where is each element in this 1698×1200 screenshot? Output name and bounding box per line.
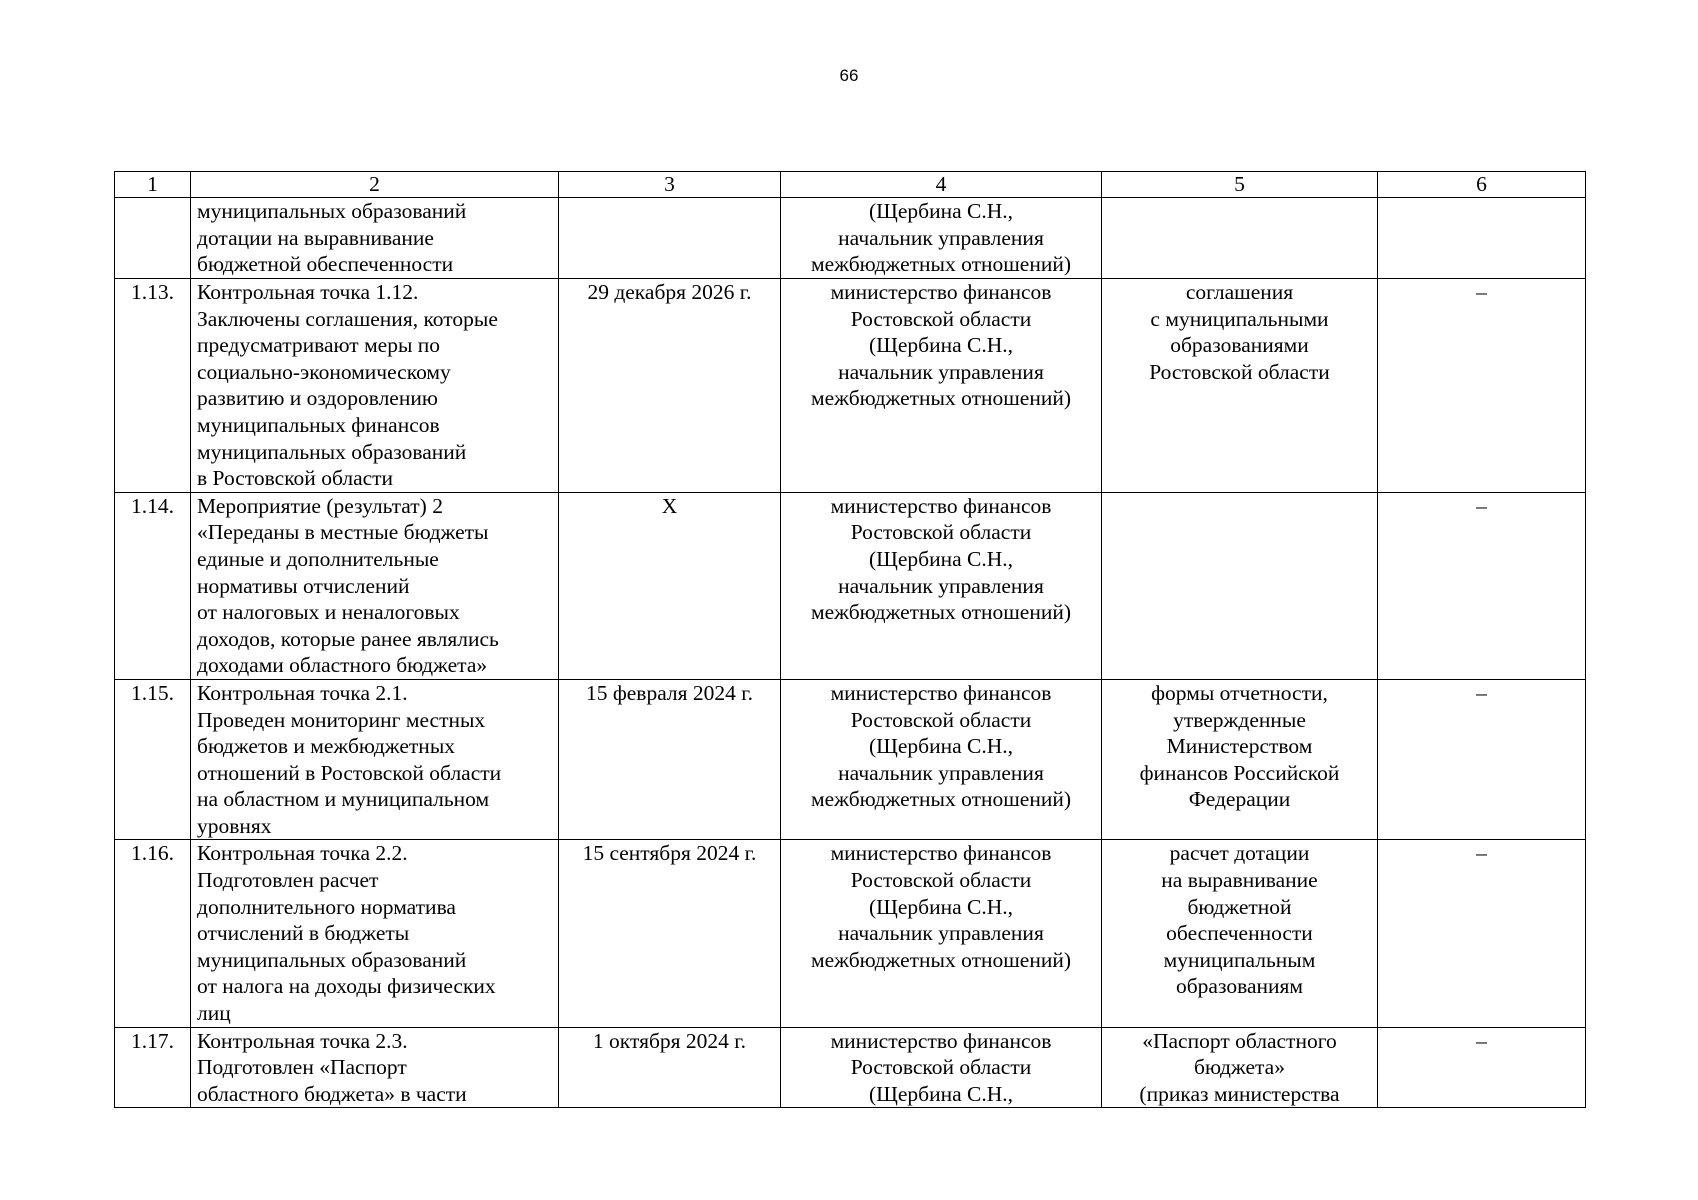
responsible-cell: министерство финансов Ростовской области (Щербина С.Н., — [781, 1027, 1102, 1108]
responsible-cell: (Щербина С.Н., начальник управления межбюджетных отношений) — [781, 198, 1102, 279]
item-name-cell: муниципальных образований дотации на выравнивание бюджетной обеспеченности — [191, 198, 559, 279]
plan-table — [114, 171, 1586, 1108]
responsible-cell: министерство финансов Ростовской области (Щербина С.Н., начальник управления межбюджетных отношений) — [781, 492, 1102, 679]
deadline-cell: 29 декабря 2026 г. — [559, 279, 781, 493]
info-system-cell: – — [1378, 679, 1586, 840]
document-cell: расчет дотации на выравнивание бюджетной обеспеченности муниципальным образованиям — [1102, 840, 1378, 1027]
document-cell — [1102, 198, 1378, 279]
row-number-cell: 1.17. — [115, 1027, 191, 1108]
item-name-cell: Контрольная точка 2.2. Подготовлен расчет дополнительного норматива отчислений в бюджеты муниципальных образований от налога на доходы физических лиц — [191, 840, 559, 1027]
deadline-cell: 15 февраля 2024 г. — [559, 679, 781, 840]
item-name-cell: Контрольная точка 2.1. Проведен мониторинг местных бюджетов и межбюджетных отношений в Ростовской области на областном и муниципальном уровнях — [191, 679, 559, 840]
table-row — [115, 492, 1586, 679]
table-row — [115, 198, 1586, 279]
responsible-cell: министерство финансов Ростовской области (Щербина С.Н., начальник управления межбюджетных отношений) — [781, 840, 1102, 1027]
document-cell: формы отчетности, утвержденные Министерством финансов Российской Федерации — [1102, 679, 1378, 840]
row-number-cell: 1.15. — [115, 679, 191, 840]
item-name-cell: Контрольная точка 2.3. Подготовлен «Паспорт областного бюджета» в части — [191, 1027, 559, 1108]
column-header-2: 2 — [191, 172, 559, 198]
page-number: 66 — [839, 66, 859, 85]
item-name-cell: Контрольная точка 1.12. Заключены соглашения, которые предусматривают меры по социально-экономическому развитию и оздоровлению муниципальных финансов муниципальных образований в Ростовской области — [191, 279, 559, 493]
table-row — [115, 279, 1586, 493]
column-header-4: 4 — [781, 172, 1102, 198]
responsible-cell: министерство финансов Ростовской области (Щербина С.Н., начальник управления межбюджетных отношений) — [781, 279, 1102, 493]
info-system-cell: – — [1378, 492, 1586, 679]
table-row — [115, 1027, 1586, 1108]
responsible-cell: министерство финансов Ростовской области (Щербина С.Н., начальник управления межбюджетных отношений) — [781, 679, 1102, 840]
column-header-3: 3 — [559, 172, 781, 198]
info-system-cell — [1378, 198, 1586, 279]
deadline-cell: 15 сентября 2024 г. — [559, 840, 781, 1027]
column-header-5: 5 — [1102, 172, 1378, 198]
column-header-1: 1 — [115, 172, 191, 198]
table-row — [115, 840, 1586, 1027]
info-system-cell: – — [1378, 1027, 1586, 1108]
deadline-cell: 1 октября 2024 г. — [559, 1027, 781, 1108]
table-row — [115, 679, 1586, 840]
column-header-6: 6 — [1378, 172, 1586, 198]
deadline-cell — [559, 198, 781, 279]
row-number-cell: 1.16. — [115, 840, 191, 1027]
document-cell: соглашения с муниципальными образованиями Ростовской области — [1102, 279, 1378, 493]
item-name-cell: Мероприятие (результат) 2 «Переданы в местные бюджеты единые и дополнительные нормативы отчислений от налоговых и неналоговых доходов, которые ранее являлись доходами областного бюджета» — [191, 492, 559, 679]
document-cell: «Паспорт областного бюджета» (приказ министерства — [1102, 1027, 1378, 1108]
info-system-cell: – — [1378, 279, 1586, 493]
info-system-cell: – — [1378, 840, 1586, 1027]
row-number-cell: 1.13. — [115, 279, 191, 493]
document-cell — [1102, 492, 1378, 679]
row-number-cell: 1.14. — [115, 492, 191, 679]
deadline-cell: Х — [559, 492, 781, 679]
row-number-cell — [115, 198, 191, 279]
column-number-row — [115, 172, 1586, 198]
